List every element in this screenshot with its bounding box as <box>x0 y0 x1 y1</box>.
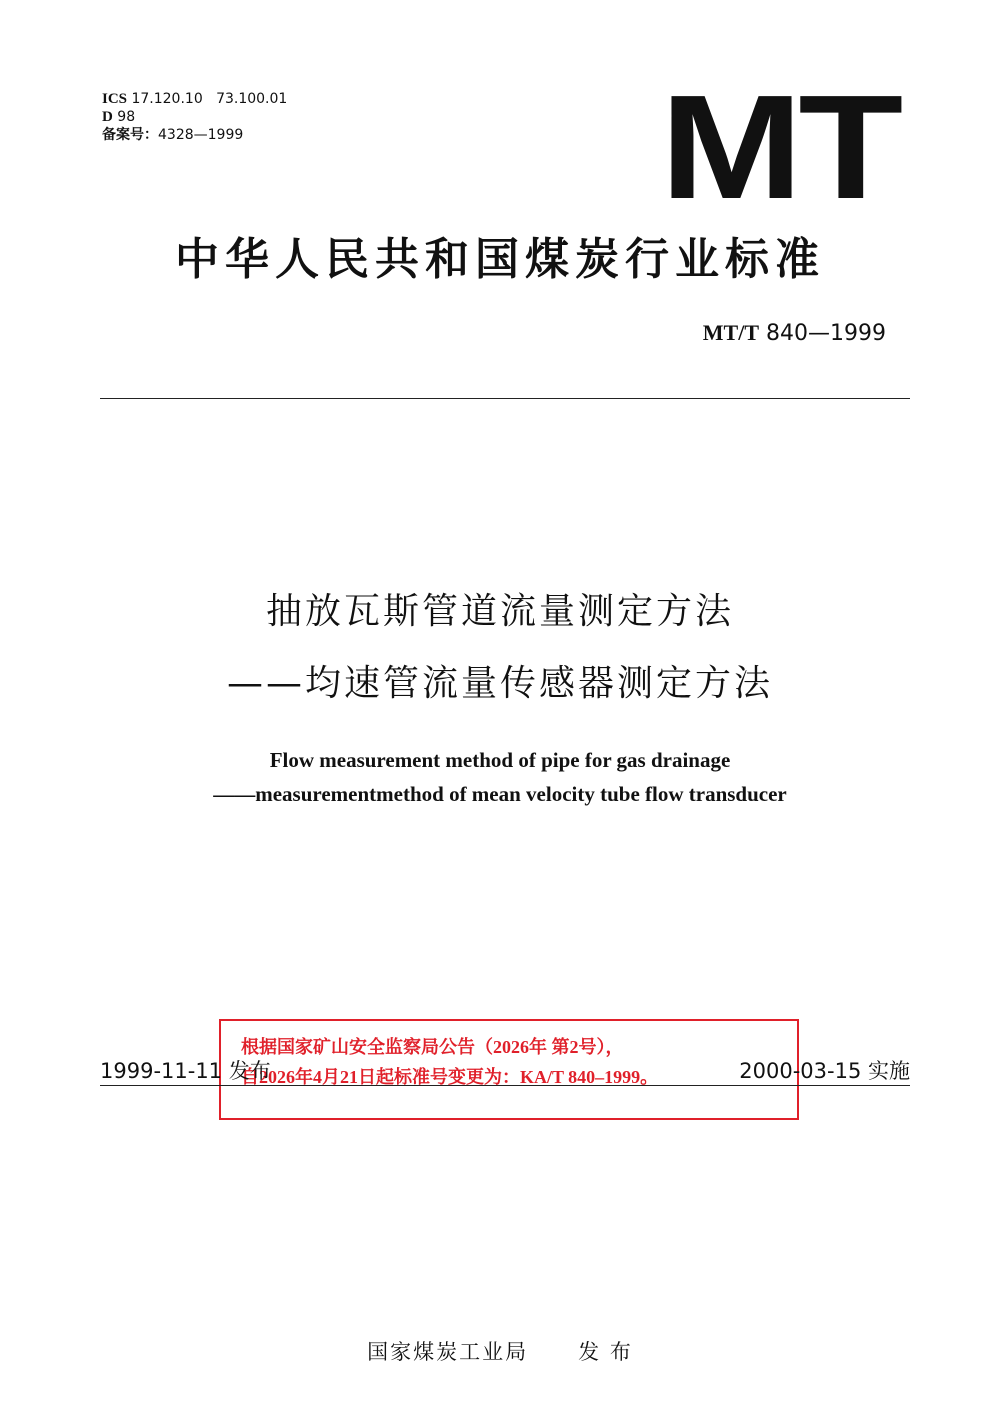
issuer-action: 发 布 <box>578 1340 633 1364</box>
record-label: 备案号： <box>102 127 158 143</box>
title-en-line1: Flow measurement method of pipe for gas drainage <box>269 748 731 772</box>
title-cn-line2: ——均速管流量传感器测定方法 <box>226 663 773 704</box>
ccs-label: D <box>102 109 113 125</box>
ccs-code: 98 <box>117 109 136 125</box>
title-cn-line1: 抽放瓦斯管道流量测定方法 <box>265 591 734 632</box>
title-en-line2: ——measurementmethod of mean velocity tube flow transducer <box>213 782 787 806</box>
issuer <box>0 1336 1000 1366</box>
header-divider <box>100 398 910 399</box>
issuer-org: 国家煤炭工业局 <box>367 1340 529 1364</box>
record-row <box>102 126 287 144</box>
notice-box <box>219 1019 799 1120</box>
standard-code-number: 840—1999 <box>766 321 886 346</box>
ics-label: ICS <box>102 91 128 107</box>
ics-row <box>102 90 287 108</box>
ccs-row <box>102 108 287 126</box>
record-number: 4328—1999 <box>158 127 244 143</box>
standard-code-prefix: MT/T <box>702 320 760 345</box>
notice-line2: 自2026年4月21日起标准号变更为：KA/T 840–1999。 <box>241 1067 659 1087</box>
mt-logo: MT <box>660 65 899 230</box>
classification-block <box>102 90 287 144</box>
footer-divider <box>100 1085 910 1086</box>
implement-date: 2000-03-15 实施 <box>739 1059 910 1083</box>
standard-title: 中华人民共和国煤炭行业标准 <box>175 234 825 285</box>
standard-code <box>703 320 886 346</box>
issue-date: 1999-11-11 发布 <box>100 1059 271 1083</box>
ics-codes: 17.120.10 73.100.01 <box>131 91 288 107</box>
notice-line1: 根据国家矿山安全监察局公告（2026年 第2号）， <box>241 1037 624 1057</box>
